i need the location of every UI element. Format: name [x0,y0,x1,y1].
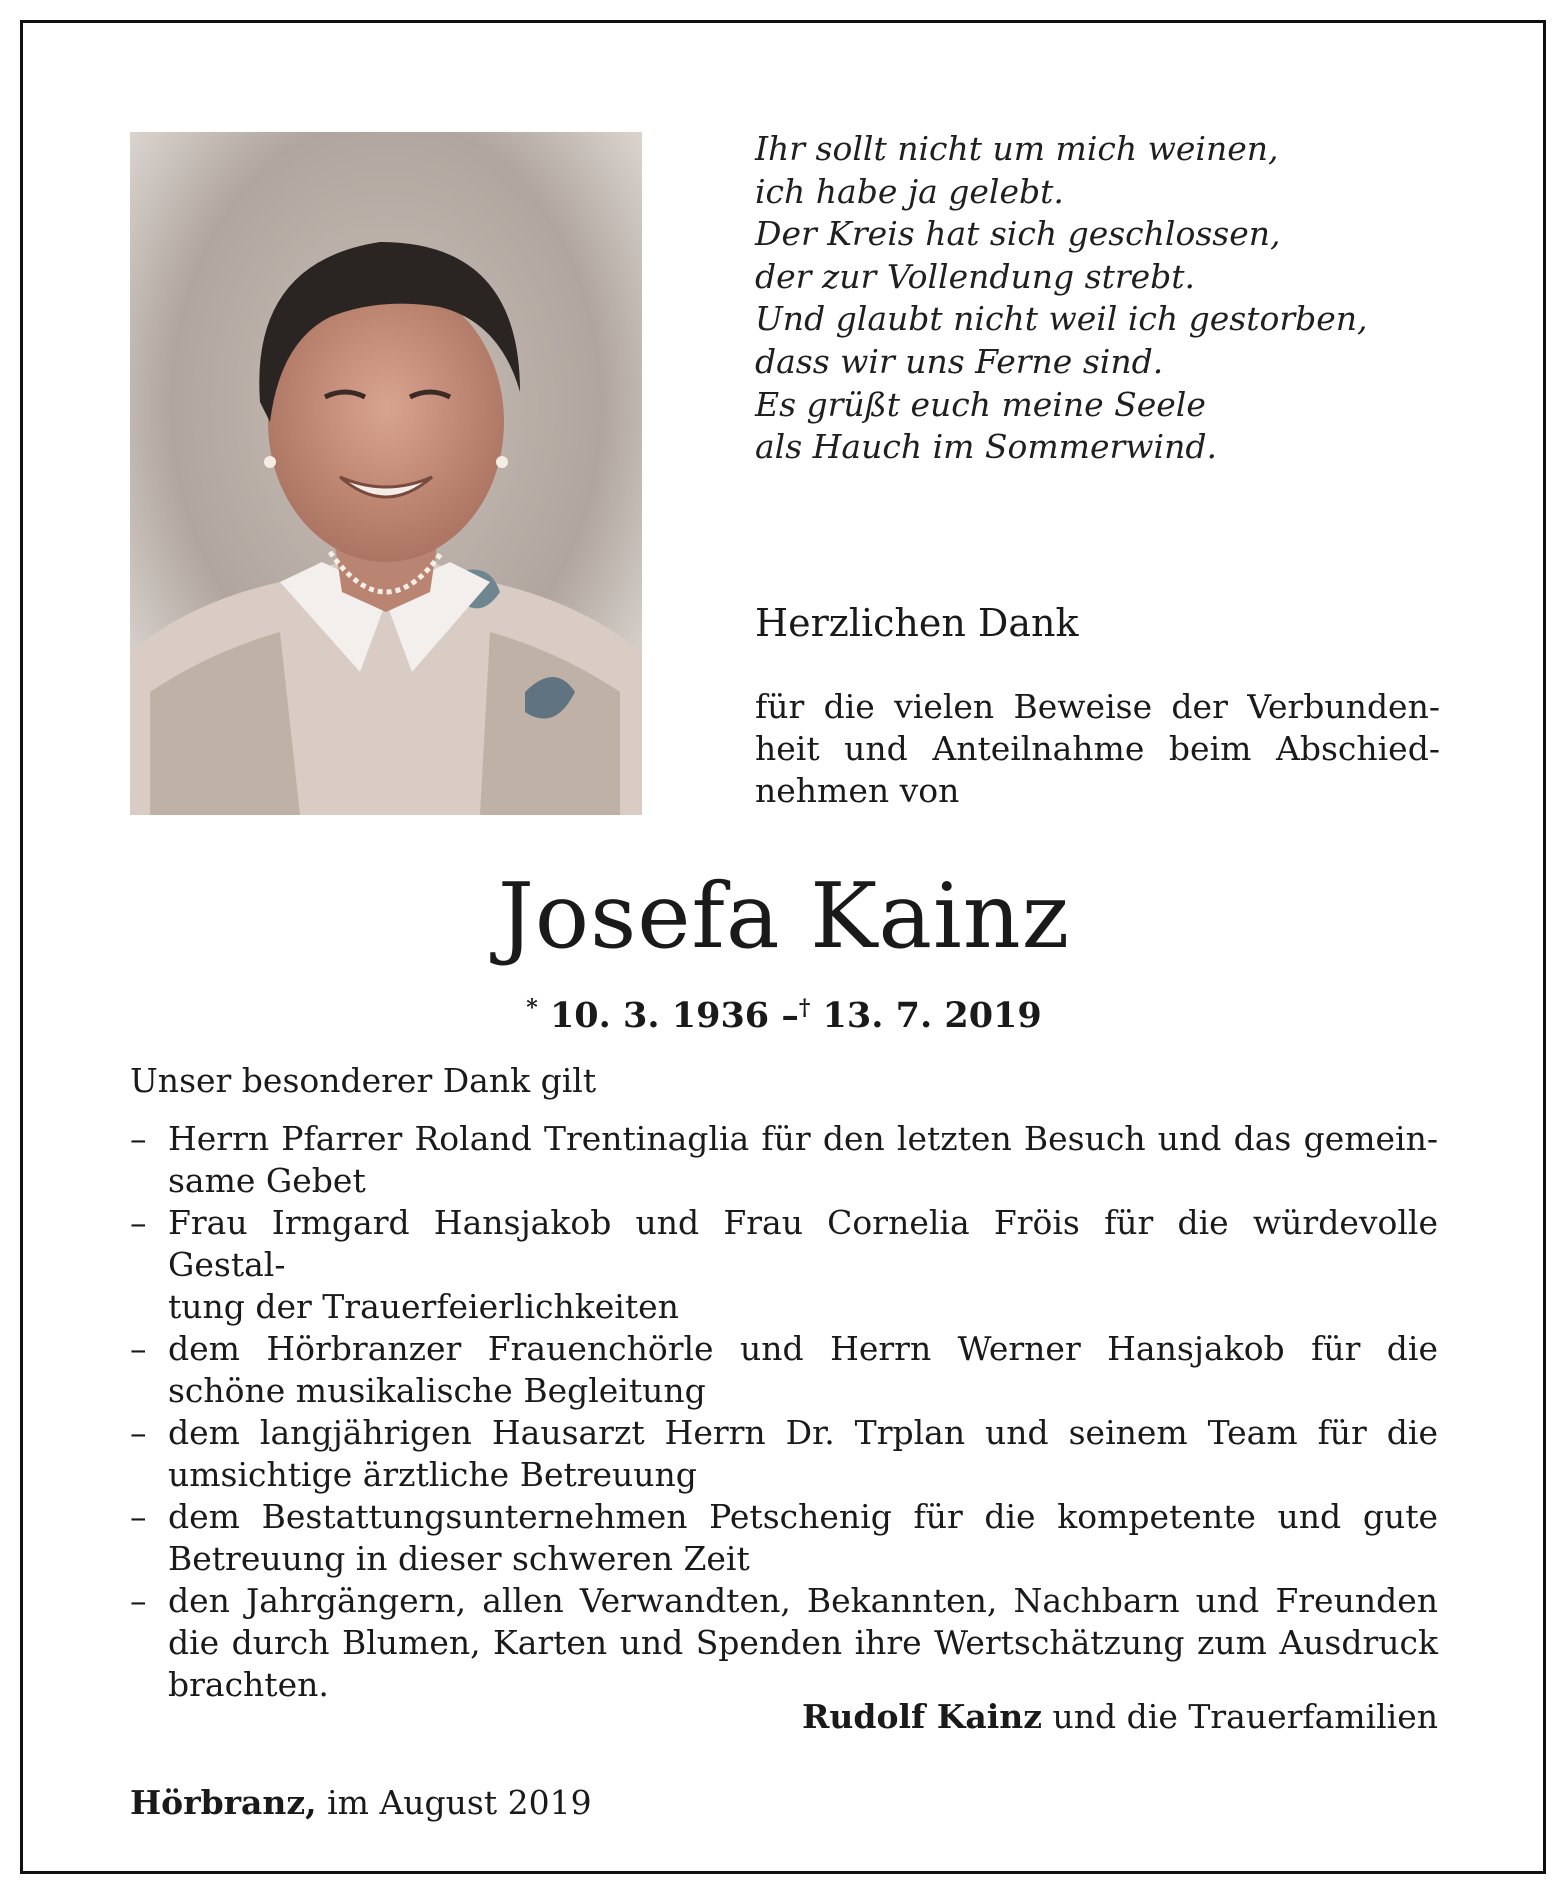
thanks-text [755,686,1440,812]
birth-date: 10. 3. 1936 [549,995,770,1036]
poem-line: Und glaubt nicht weil ich gestorben, [755,299,1368,339]
thanks-line: heit und Anteilnahme beim Abschied- [755,729,1440,768]
place: Hörbranz, [130,1783,317,1822]
portrait-photo [130,132,642,815]
list-item-line: dem langjährigen Hausarzt Herrn Dr. Trplan und seinem Team für die [168,1413,1438,1452]
poem-line: Es grüßt euch meine Seele [755,384,1206,424]
poem-line: als Hauch im Sommerwind. [755,427,1217,467]
list-item-line: dem Bestattungsunternehmen Petschenig für die kompetente und gute [168,1497,1438,1536]
list-item [130,1580,1438,1706]
list-item-line: Frau Irmgard Hansjakob und Frau Cornelia Fröis für die würdevolle Gestal- [168,1203,1438,1284]
portrait-illustration [130,132,642,815]
list-item-line: die durch Blumen, Karten und Spenden ihre Wertschätzung zum Ausdruck [168,1623,1438,1662]
deceased-name: Josefa Kainz [497,864,1071,969]
dash: – [130,1581,147,1620]
life-dates [0,985,1568,1039]
signature [802,1696,1438,1738]
place-date [130,1782,592,1824]
dash: – [130,1497,147,1536]
dash: – [130,1413,147,1452]
thanks-heading: Herzlichen Dank [755,601,1079,645]
list-item [130,1118,1438,1202]
special-thanks-list [130,1118,1438,1706]
special-thanks-intro: Unser besonderer Dank gilt [130,1061,597,1100]
list-item-line: same Gebet [168,1161,366,1200]
poem-line: Ihr sollt nicht um mich weinen, [755,129,1279,168]
list-item-line: Herrn Pfarrer Roland Trentinaglia für den letzten Besuch und das gemein- [168,1119,1438,1158]
poem [755,128,1435,469]
list-item-line: den Jahrgängern, allen Verwandten, Bekannten, Nachbarn und Freunden [168,1581,1438,1620]
poem-line: Der Kreis hat sich geschlossen, [755,214,1281,254]
death-date: 13. 7. 2019 [822,995,1042,1036]
list-item-line: brachten. [168,1665,329,1704]
list-item-line: dem Hörbranzer Frauenchörle und Herrn Werner Hansjakob für die [168,1329,1438,1368]
poem-line: dass wir uns Ferne sind. [755,341,1164,381]
death-symbol: † [798,995,811,1021]
poem-line: der zur Vollendung strebt. [755,256,1196,296]
list-item [130,1202,1438,1328]
list-item [130,1496,1438,1580]
list-item-line: Betreuung in dieser schweren Zeit [168,1539,750,1578]
list-item-line: umsichtige ärztliche Betreuung [168,1455,697,1494]
thanks-line: nehmen von [755,771,960,810]
date: im August 2019 [316,1783,592,1822]
dash: – [130,1203,147,1242]
date-separator: – [781,995,799,1036]
thanks-line: für die vielen Beweise der Verbunden- [755,687,1440,726]
list-item [130,1412,1438,1496]
list-item-line: tung der Trauerfeierlichkeiten [168,1287,679,1326]
signature-name: Rudolf Kainz [801,1697,1043,1736]
list-item-line: schöne musikalische Begleitung [168,1371,706,1410]
poem-line: ich habe ja gelebt. [755,171,1064,211]
signature-rest: und die Trauerfamilien [1042,1697,1438,1736]
birth-symbol: * [526,995,538,1021]
dash: – [130,1329,147,1368]
dash: – [130,1119,147,1158]
list-item [130,1328,1438,1412]
